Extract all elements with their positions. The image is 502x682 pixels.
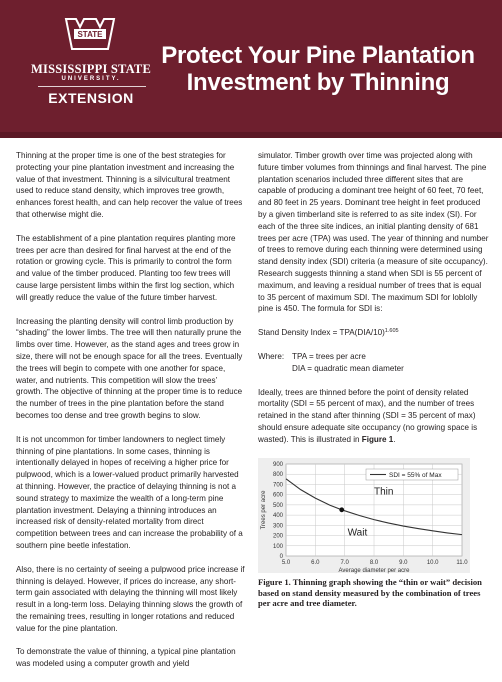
y-tick-label: 200 — [272, 533, 283, 540]
paragraph-text-end: . — [393, 434, 396, 444]
formula-main: Stand Density Index = TPA(DIA/10) — [258, 328, 385, 338]
msu-logo-icon — [64, 15, 116, 53]
legend-entry: SDI = 55% of Max — [389, 472, 442, 479]
x-tick-label: 8.0 — [369, 560, 379, 566]
figure-caption: Figure 1. Thinning graph showing the “thin or wait” decision based on stand density measured by the combination of trees per acre and tree diameter. — [258, 577, 482, 609]
y-tick-label: 400 — [272, 513, 283, 520]
y-tick-label: 600 — [272, 492, 283, 499]
thin-point-marker — [339, 507, 344, 512]
region-label: Wait — [347, 527, 368, 539]
x-tick-label: 5.0 — [281, 560, 291, 566]
paragraph: Increasing the planting density will control limb production by “shading” the lower limbs. The tree will then naturally prune the limbs over time. However, as the stand ages and trees grow in size, there will not be enough space for all the trees. Eventually the trees will begin to compete with one another for space, water, and nutrients. This competition will slow the trees’ growth. The objective of thinning at the proper time is to reduce the number of trees in the pine plantation before the stand becomes too dense and tree growth begins to slow. — [16, 316, 243, 420]
where-dia: DIA = quadratic mean diameter — [292, 363, 404, 373]
paragraph: simulator. Timber growth over time was projected along with future timber volumes from thinnings and final harvest. The pine plantation scenarios included three different sites that are capable of producing a dominant tree height of 60 feet, 70 feet, and 80 feet in 25 years. Dominant tree height in feet produced by a given timberland site is referred to as site index (SI). For each of the three site indices, an initial planting density of 681 trees per acre (TPA) was used. The year of thinning and number of trees to remove during each thinning were determined using stand density index (SDI) criteria (a measure of site occupancy). Research suggests thinning a stand when SDI is 55 percent of maximum, and leaving a residual number of trees that is equal to 35 percent of maximum SDI. The maximum SDI for loblolly pine is 450. The formula for SDI is: — [258, 151, 489, 314]
logo-name: MISSISSIPPI STATE — [31, 62, 151, 76]
y-tick-label: 100 — [272, 543, 283, 550]
y-tick-label: 0 — [279, 554, 283, 560]
page-title — [160, 42, 476, 96]
paragraph: To demonstrate the value of thinning, a typical pine plantation was modeled using a computer growth and yield — [16, 647, 236, 669]
where-tpa: TPA = trees per acre — [292, 351, 366, 361]
logo-university: UNIVERSITY. — [61, 76, 121, 82]
x-tick-label: 10.0 — [426, 560, 439, 566]
x-tick-label: 9.0 — [399, 560, 408, 566]
title-line-2: Investment by Thinning — [186, 69, 450, 96]
x-axis-label: Average diameter per acre — [338, 568, 410, 574]
paragraph: It is not uncommon for timber landowners to neglect timely thinning of pine plantations. In some cases, thinning is intentionally delayed in hopes of receiving a higher price for pulpwood, which is a lower-valued product primarily harvested at thinning. However, the practice of delaying thinning is not a sound strategy to maximize the wealth of a long-term pine plantation investment. Delaying a thinning introduces an increased risk of density-related mortality from direct competition between trees and can increase the probability of a southern pine beetle infestation. — [16, 434, 243, 550]
y-tick-label: 500 — [272, 502, 283, 509]
y-axis-label: Trees per acre — [261, 490, 267, 530]
y-tick-label: 700 — [272, 482, 283, 489]
formula-definitions — [258, 351, 490, 375]
logo-seal-text: STATE — [77, 30, 103, 39]
paragraph-text: Ideally, trees are thinned before the point of density related mortality (SDI = 55 percent of max), and the number of trees retained in the stand after thinning (SDI = 35 percent of max) should ensure adequate site occupancy (no growing space is wasted). This is illustrated in — [258, 387, 478, 444]
figure-reference: Figure 1 — [361, 434, 394, 444]
paragraph — [258, 387, 490, 446]
banner-edge — [0, 132, 502, 138]
thinning-chart — [258, 458, 470, 573]
region-label: Thin — [374, 486, 394, 498]
x-tick-label: 7.0 — [340, 560, 349, 566]
y-tick-label: 300 — [272, 523, 283, 530]
paragraph: The establishment of a pine plantation requires planting more trees per acre than desired for final harvest at the end of the rotation or growing cycle. This is primarily to control the form and value of the timber produced. Planting too few trees will cause large persistent limbs within the first log section, which will greatly reduce the value of the future timber harvest. — [16, 233, 236, 302]
chart-legend — [366, 469, 458, 480]
x-tick-label: 6.0 — [311, 560, 320, 566]
sdi-formula — [258, 327, 490, 339]
title-line-1: Protect Your Pine Plantation — [161, 42, 475, 69]
formula-exponent: 1.605 — [384, 328, 399, 335]
logo-divider — [38, 86, 146, 87]
paragraph: Also, there is no certainty of seeing a pulpwood price increase if thinning is delayed. However, if prices do increase, any short-term gain associated with delaying the thinning will most likely result in a long-term loss. Delaying thinning slows the growth of the remaining trees, resulting in longer rotations and reduced value for the pine plantation. — [16, 564, 245, 633]
x-tick-label: 11.0 — [456, 560, 468, 566]
y-tick-label: 900 — [272, 462, 283, 468]
y-tick-label: 800 — [272, 472, 283, 479]
right-column — [258, 150, 490, 458]
where-label: Where: — [258, 351, 285, 361]
paragraph: Thinning at the proper time is one of the best strategies for protecting your pine plantation investment and increasing the value of that investment. Thinning is a silvicultural treatment used to reduce stand density, which improves tree growth, enhances forest health, and can help recover the value of trees that otherwise might die. — [16, 151, 243, 219]
logo-extension: EXTENSION — [48, 90, 134, 106]
left-column — [16, 150, 245, 682]
